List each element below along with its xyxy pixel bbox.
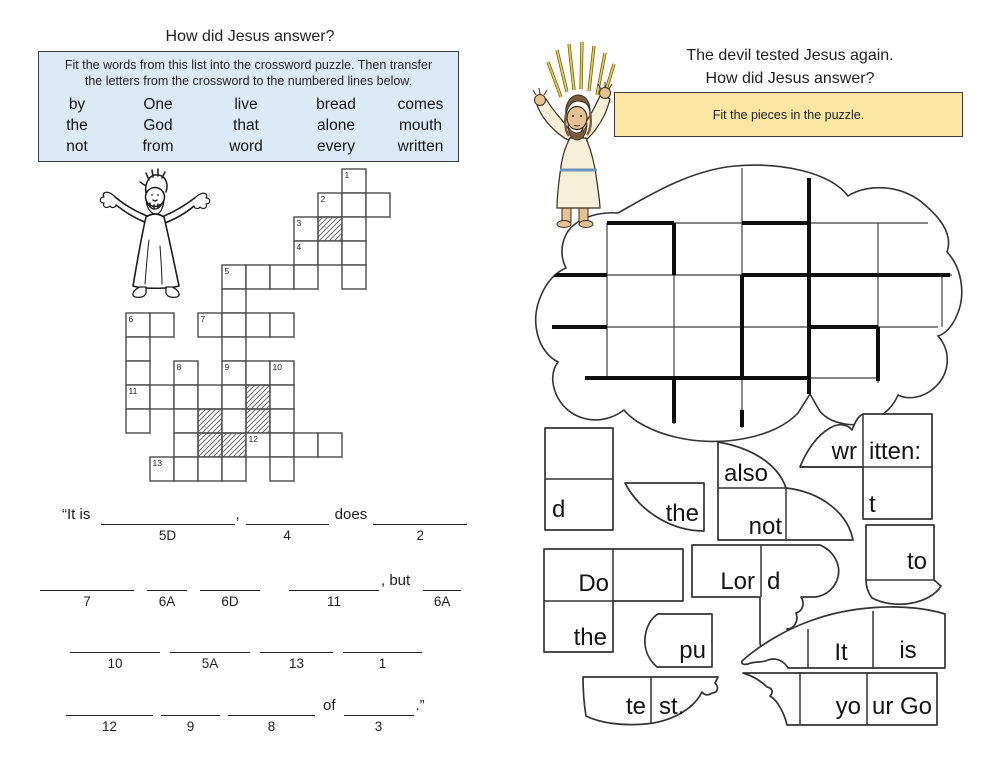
svg-text:7: 7 xyxy=(200,314,206,324)
svg-text:2: 2 xyxy=(320,194,326,204)
cloud-puzzle-area xyxy=(525,38,975,738)
word-bank xyxy=(39,94,458,157)
instructions-line2: the letters from the crossword to the numbered lines below. xyxy=(84,74,413,89)
answer-line-1 xyxy=(62,506,467,543)
answer-line-2 xyxy=(40,572,461,609)
word: bread xyxy=(316,95,356,113)
svg-text:6: 6 xyxy=(128,314,134,324)
word: not xyxy=(66,137,88,155)
answer-blank-2[interactable]: 2 xyxy=(373,524,467,543)
instructions-line1: Fit the words from this list into the crossword puzzle. Then transfer xyxy=(64,58,433,72)
svg-text:9: 9 xyxy=(224,362,230,372)
answer-blank-6A[interactable]: 6A xyxy=(147,590,187,609)
line-text: , xyxy=(235,506,240,523)
line-text: does xyxy=(334,506,368,523)
word: from xyxy=(142,137,174,155)
line-text: .” xyxy=(415,697,425,714)
svg-text:3: 3 xyxy=(296,218,302,228)
line-text: , but xyxy=(381,572,411,589)
piece-label: t xyxy=(869,491,876,518)
piece-label: yo xyxy=(835,693,861,720)
piece-label: te xyxy=(625,693,646,720)
svg-text:10: 10 xyxy=(272,362,282,372)
answer-blank-9[interactable]: 9 xyxy=(161,715,220,734)
puzzle-piece-the[interactable] xyxy=(625,483,704,531)
puzzle-piece-your-god[interactable] xyxy=(743,673,937,725)
answer-blank-3[interactable]: 3 xyxy=(344,715,414,734)
answer-line-4 xyxy=(66,697,425,734)
instruction-box-text: Fit the pieces in the puzzle. xyxy=(712,107,865,122)
word: alone xyxy=(317,116,355,134)
answer-line-3 xyxy=(70,652,422,671)
word: by xyxy=(68,95,86,113)
word: every xyxy=(317,137,355,155)
word: comes xyxy=(397,95,444,113)
piece-label: pu xyxy=(679,637,706,664)
word: that xyxy=(233,116,259,134)
svg-text:1: 1 xyxy=(344,170,350,180)
svg-text:8: 8 xyxy=(176,362,182,372)
piece-label: to xyxy=(906,548,927,575)
piece-label: the xyxy=(573,624,607,651)
answer-blank-8[interactable]: 8 xyxy=(228,715,315,734)
piece-label: also xyxy=(724,460,769,487)
svg-text:13: 13 xyxy=(152,458,162,468)
word: written xyxy=(397,137,444,155)
answer-blank-6D[interactable]: 6D xyxy=(200,590,260,609)
piece-label: Do xyxy=(578,570,609,597)
svg-text:4: 4 xyxy=(296,242,302,252)
line-text: “It is xyxy=(62,506,95,523)
puzzle-piece-to[interactable] xyxy=(866,525,941,604)
word: God xyxy=(143,116,173,134)
piece-label: ur Go xyxy=(872,693,933,720)
word: the xyxy=(66,116,88,134)
word: word xyxy=(229,137,263,155)
answer-blank-5D[interactable]: 5D xyxy=(101,524,235,543)
jesus-figure xyxy=(533,42,614,228)
answer-blank-12[interactable]: 12 xyxy=(66,715,153,734)
jesus-line-drawing xyxy=(100,169,210,297)
word: live xyxy=(234,95,258,113)
answer-blank-6A2[interactable]: 6A xyxy=(423,590,461,609)
piece-label: st. xyxy=(659,693,685,720)
word: One xyxy=(143,95,173,113)
answer-blank-4[interactable]: 4 xyxy=(246,524,329,543)
answer-blank-1[interactable]: 1 xyxy=(343,652,422,671)
svg-text:11: 11 xyxy=(128,386,138,396)
answer-blank-11[interactable]: 11 xyxy=(289,590,379,609)
answer-blank-13[interactable]: 13 xyxy=(260,652,333,671)
right-title-line2: How did Jesus answer? xyxy=(705,70,875,87)
right-title-line1: The devil tested Jesus again. xyxy=(686,47,894,64)
word: mouth xyxy=(398,116,443,134)
svg-text:5: 5 xyxy=(224,266,230,276)
svg-text:12: 12 xyxy=(248,434,258,444)
answer-blank-5A[interactable]: 5A xyxy=(170,652,250,671)
piece-label: is xyxy=(899,637,917,664)
word-list-box xyxy=(38,51,459,162)
piece-label: the xyxy=(665,500,699,527)
left-page-title: How did Jesus answer? xyxy=(165,28,335,45)
answer-blank-7[interactable]: 7 xyxy=(40,590,134,609)
piece-label: It xyxy=(834,639,848,666)
piece-label: d xyxy=(767,568,781,595)
puzzle-piece-test[interactable] xyxy=(583,677,718,725)
piece-label: Lor xyxy=(720,568,755,595)
piece-label: itten: xyxy=(869,438,922,465)
line-text: of xyxy=(323,697,336,714)
piece-label: not xyxy=(748,513,782,540)
piece-label: wr xyxy=(831,438,857,465)
crossword-grid[interactable] xyxy=(90,160,402,490)
answer-blank-10[interactable]: 10 xyxy=(70,652,160,671)
puzzle-piece-pu[interactable] xyxy=(645,614,712,667)
piece-label: d xyxy=(552,496,566,523)
puzzle-piece-d[interactable] xyxy=(545,428,613,530)
